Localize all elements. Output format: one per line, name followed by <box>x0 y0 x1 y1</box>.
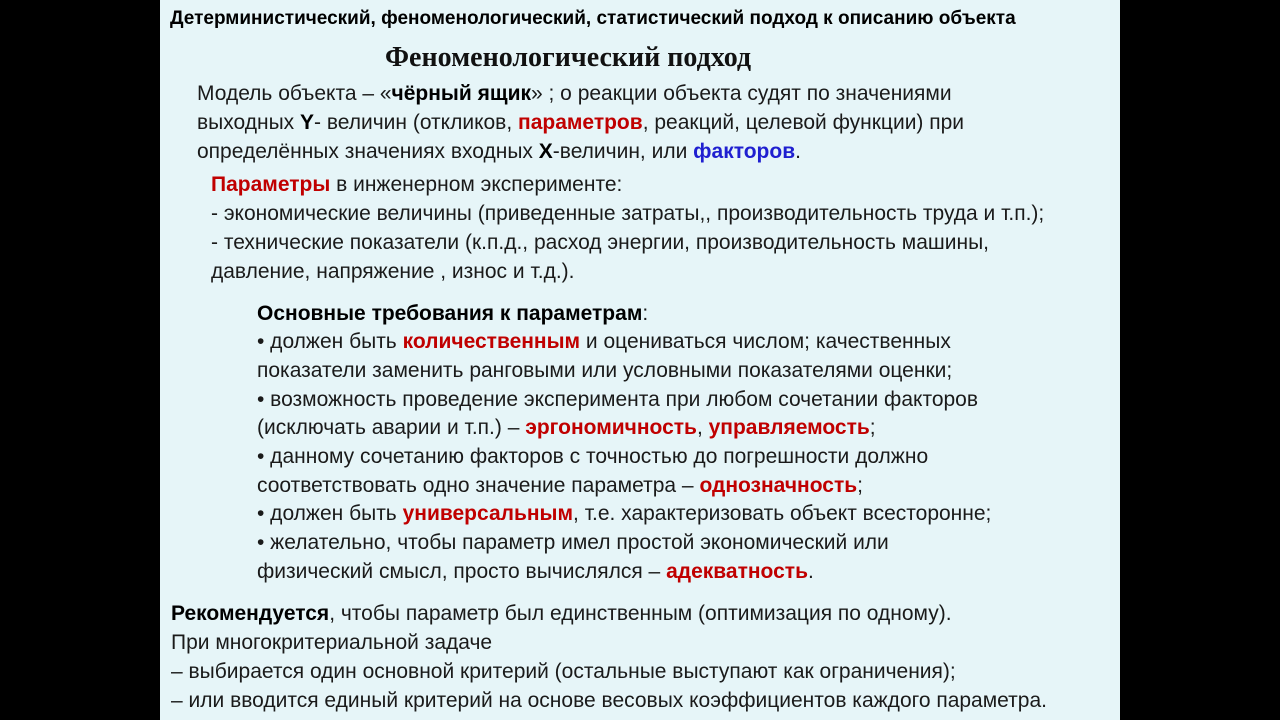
requirement-text: ; <box>857 474 863 497</box>
requirement-text: • должен быть <box>257 330 403 353</box>
black-box-term: чёрный ящик <box>391 82 531 105</box>
requirement-1-line-2: показатели заменить ранговыми или условными показателями оценки; <box>257 359 953 382</box>
recommend-term: Рекомендуется <box>171 602 330 625</box>
intro-text: Модель объекта – « <box>197 82 392 105</box>
requirement-5-line-1: • желательно, чтобы параметр имел простой экономический или <box>257 531 889 554</box>
params-line-1 <box>211 170 622 199</box>
recommend-line-3: – выбирается один основной критерий (остальные выступают как ограничения); <box>171 660 956 683</box>
requirement-2-line-1: • возможность проведение эксперимента при любом сочетании факторов <box>257 388 979 411</box>
requirement-5-line-2 <box>257 557 814 586</box>
intro-text: -величин, или <box>552 140 694 163</box>
intro-line-3 <box>197 137 801 166</box>
intro-text: . <box>795 140 801 163</box>
parameters-term: параметров <box>518 111 643 134</box>
x-symbol: Х <box>538 140 553 163</box>
requirement-2-line-2 <box>257 413 876 442</box>
intro-text: определённых значениях входных <box>197 140 539 163</box>
params-line-2: - экономические величины (приведенные затраты,, производительность труда и т.п.); <box>211 202 1045 225</box>
requirement-text: ; <box>869 416 876 439</box>
requirement-text: (исключать аварии и т.п.) – <box>257 416 526 439</box>
y-symbol: Y <box>300 111 315 134</box>
requirement-4 <box>257 499 991 528</box>
params-text: в инженерном эксперименте: <box>330 173 623 196</box>
params-line-3: - технические показатели (к.п.д., расход энергии, производительность машины, <box>211 231 990 254</box>
params-term: Параметры <box>211 173 331 196</box>
slide-header: Детерминистический, феноменологический, статистический подход к описанию объекта <box>170 8 1016 29</box>
intro-text: » ; о реакции объекта судят по значениями <box>531 82 952 105</box>
recommend-line-1 <box>171 599 952 628</box>
quantitative-term: количественным <box>402 330 581 353</box>
intro-line-2 <box>197 108 964 137</box>
requirement-3-line-2 <box>257 471 863 500</box>
intro-text: выходных <box>197 111 301 134</box>
slide-subtitle: Феноменологический подход <box>385 42 752 73</box>
requirement-text: соответствовать одно значение параметра – <box>257 474 700 497</box>
universal-term: универсальным <box>402 502 574 525</box>
requirement-text: физический смысл, просто вычислялся – <box>257 560 667 583</box>
slide <box>160 0 1120 720</box>
intro-text: - величин (откликов, <box>314 111 519 134</box>
recommend-text: , чтобы параметр был единственным (оптимизация по одному). <box>329 602 952 625</box>
requirement-text: и оцениваться числом; качественных <box>580 330 951 353</box>
requirement-3-line-1: • данному сочетанию факторов с точностью до погрешности должно <box>257 445 929 468</box>
ergonomics-term: эргономичность <box>525 416 697 439</box>
factors-term: факторов <box>693 140 796 163</box>
recommend-line-2: При многокритериальной задаче <box>171 631 493 654</box>
requirement-text: . <box>807 560 814 583</box>
requirements-heading <box>257 299 648 328</box>
params-line-4: давление, напряжение , износ и т.д.). <box>211 260 575 283</box>
requirement-text: , <box>696 416 709 439</box>
intro-line-1 <box>197 79 952 108</box>
requirement-1-line-1 <box>257 327 951 356</box>
adequacy-term: адекватность <box>666 560 808 583</box>
controllability-term: управляемость <box>708 416 870 439</box>
uniqueness-term: однозначность <box>699 474 858 497</box>
requirements-heading-colon: : <box>642 302 649 325</box>
requirement-text: , т.е. характеризовать объект всесторонне; <box>573 502 992 525</box>
requirement-text: • должен быть <box>257 502 403 525</box>
requirements-heading-text: Основные требования к параметрам <box>257 302 643 325</box>
recommend-line-4: – или вводится единый критерий на основе весовых коэффициентов каждого параметра. <box>171 689 1047 712</box>
intro-text: , реакций, целевой функции) при <box>642 111 965 134</box>
